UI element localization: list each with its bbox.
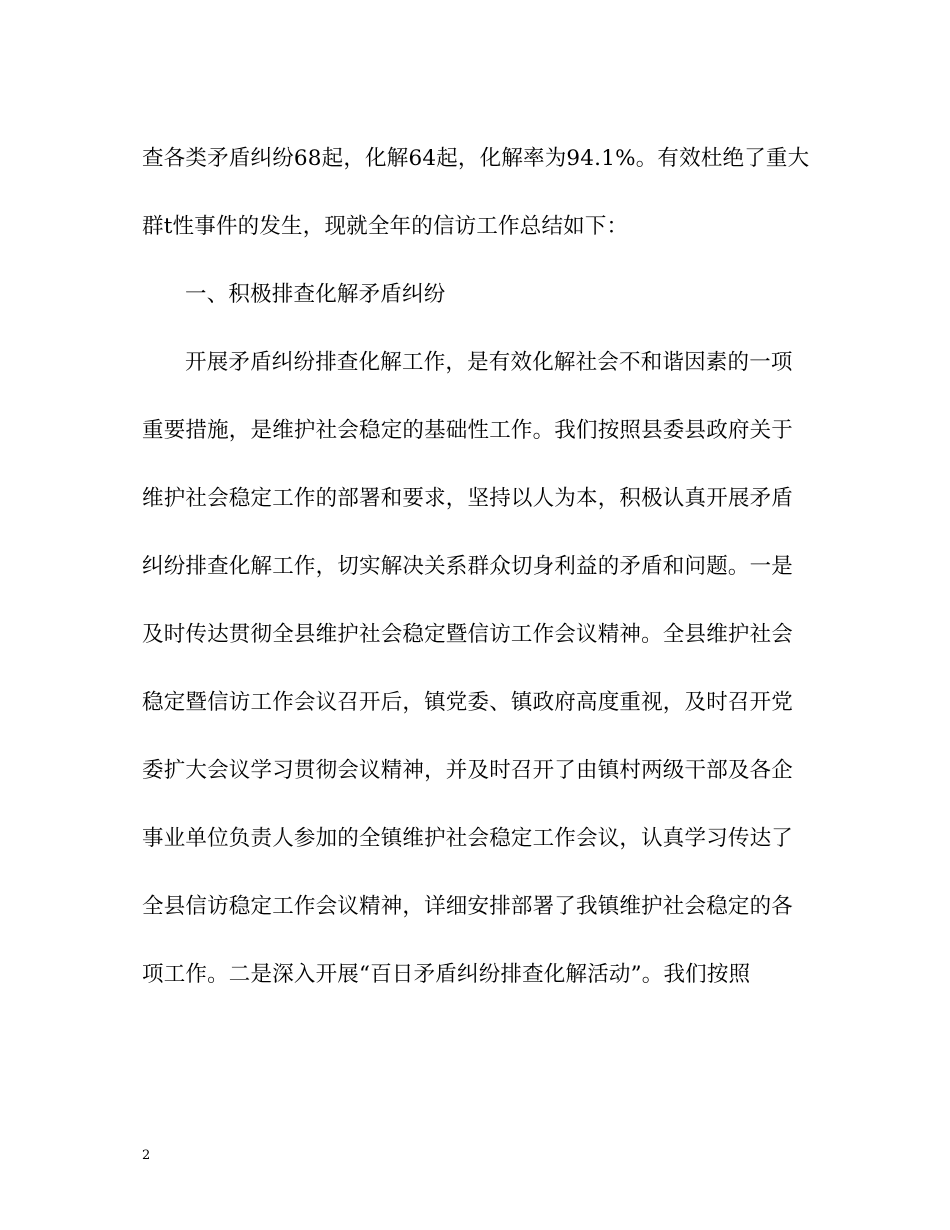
document-body (142, 137, 812, 1021)
page-number: 2 (142, 1148, 151, 1163)
section-heading: 一、积极排查化解矛盾纠纷 (185, 282, 446, 307)
body-line: 群t性事件的发生，现就全年的信访工作总结如下： (142, 214, 629, 239)
body-line: 维护社会稳定工作的部署和要求，坚持以人为本，积极认真开展矛盾 (142, 486, 794, 511)
body-line: 项工作。二是深入开展“百日矛盾纠纷排查化解活动”。我们按照 (142, 962, 751, 987)
body-line: 开展矛盾纠纷排查化解工作，是有效化解社会不和谐因素的一项 (185, 350, 793, 375)
body-line: 稳定暨信访工作会议召开后，镇党委、镇政府高度重视，及时召开党 (142, 690, 794, 715)
body-line: 重要措施，是维护社会稳定的基础性工作。我们按照县委县政府关于 (142, 418, 794, 443)
body-line: 委扩大会议学习贯彻会议精神，并及时召开了由镇村两级干部及各企 (142, 758, 794, 783)
body-line: 全县信访稳定工作会议精神，详细安排部署了我镇维护社会稳定的各 (142, 894, 794, 919)
body-line: 查各类矛盾纠纷68起，化解64起，化解率为94.1%。有效杜绝了重大 (142, 146, 810, 171)
body-line: 纠纷排查化解工作，切实解决关系群众切身利益的矛盾和问题。一是 (142, 554, 794, 579)
body-line: 及时传达贯彻全县维护社会稳定暨信访工作会议精神。全县维护社会 (142, 622, 794, 647)
body-line: 事业单位负责人参加的全镇维护社会稳定工作会议，认真学习传达了 (142, 826, 794, 851)
